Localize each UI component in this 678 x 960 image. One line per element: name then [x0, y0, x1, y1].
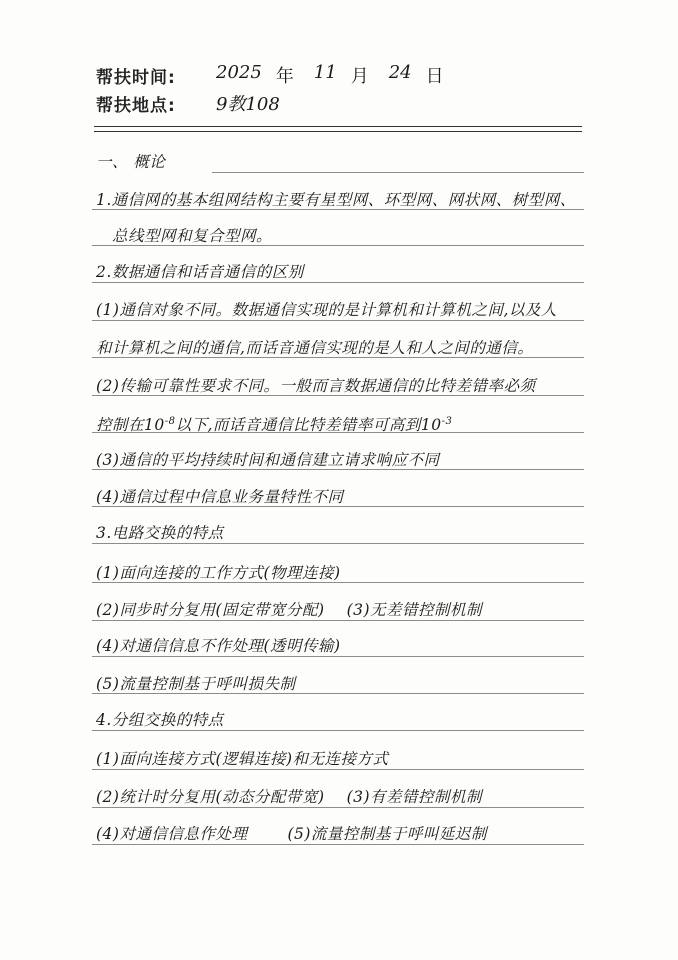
- date-month-unit: 月: [350, 66, 369, 87]
- ruled-line: [92, 282, 584, 283]
- text-part: (2)同步时分复用(固定带宽分配): [96, 601, 325, 619]
- exponent: -8: [164, 416, 176, 427]
- date-month: 11: [313, 62, 337, 83]
- text-line: (4)通信过程中信息业务量特性不同: [96, 488, 344, 506]
- ruled-line: [92, 357, 584, 358]
- ruled-line: [92, 469, 584, 470]
- text-line: (5)流量控制基于呼叫损失制: [96, 675, 296, 693]
- text-part: (3)无差错控制机制: [346, 601, 483, 619]
- date-day-unit: 日: [425, 66, 444, 87]
- ruled-line: [92, 395, 584, 396]
- ruled-line: [92, 432, 584, 433]
- ruled-line: [92, 844, 584, 845]
- header-time-row: [96, 62, 444, 88]
- ruled-line: [92, 543, 584, 544]
- text-line: (2)传输可靠性要求不同。一般而言数据通信的比特差错率必须: [96, 377, 536, 395]
- date-year-unit: 年: [275, 66, 294, 87]
- header-rule-top: [94, 126, 582, 127]
- subheading-2: 2.数据通信和话音通信的区别: [96, 263, 304, 281]
- ruled-line: [92, 209, 584, 210]
- ruled-line: [92, 769, 584, 770]
- subheading-3: 3.电路交换的特点: [96, 524, 224, 542]
- ruled-line: [92, 620, 584, 621]
- ruled-line: [92, 320, 584, 321]
- text-part: 控制在10: [96, 416, 165, 435]
- text-line-pair: [96, 787, 584, 807]
- ruled-line: [92, 245, 584, 246]
- ruled-line: [92, 656, 584, 657]
- time-label: 帮扶时间:: [96, 68, 176, 88]
- text-line: (1)面向连接方式(逻辑连接)和无连接方式: [96, 750, 389, 768]
- ruled-line: [92, 582, 584, 583]
- ruled-line: [92, 693, 584, 694]
- text-line: (3)通信的平均持续时间和通信建立请求响应不同: [96, 451, 440, 469]
- text-line: 1.通信网的基本组网结构主要有星型网、环型网、网状网、树型网、: [96, 191, 576, 209]
- date-year: 2025: [216, 62, 262, 83]
- header-rule-bottom: [94, 131, 582, 132]
- exponent: -3: [441, 416, 453, 427]
- date-value: [216, 62, 444, 88]
- text-line: 总线型网和复合型网。: [112, 227, 273, 245]
- text-part: (4)对通信信息作处理: [96, 825, 248, 843]
- text-line: (4)对通信信息不作处理(透明传输): [96, 637, 341, 655]
- text-part: (2)统计时分复用(动态分配带宽): [96, 788, 325, 806]
- ruled-line: [92, 730, 584, 731]
- ruled-line: [92, 506, 584, 507]
- place-value: 9教108: [216, 94, 280, 115]
- ruled-line: [212, 172, 584, 173]
- ruled-line: [92, 807, 584, 808]
- date-day: 24: [388, 62, 412, 83]
- text-part: (5)流量控制基于呼叫延迟制: [287, 825, 487, 843]
- text-line: (1)面向连接的工作方式(物理连接): [96, 564, 341, 582]
- place-label: 帮扶地点:: [96, 96, 176, 116]
- text-line: 和计算机之间的通信,而话音通信实现的是人和人之间的通信。: [96, 339, 534, 357]
- section-heading-1: 一、 概论: [96, 153, 166, 171]
- subheading-4: 4.分组交换的特点: [96, 711, 224, 729]
- text-part: (3)有差错控制机制: [346, 788, 483, 806]
- text-line: (1)通信对象不同。数据通信实现的是计算机和计算机之间,以及人: [96, 301, 557, 319]
- text-part: 以下,而话音通信比特差错率可高到10: [175, 416, 442, 435]
- header-place-row: [96, 90, 280, 116]
- text-line-pair: [96, 600, 584, 620]
- text-line-pair: [96, 824, 584, 844]
